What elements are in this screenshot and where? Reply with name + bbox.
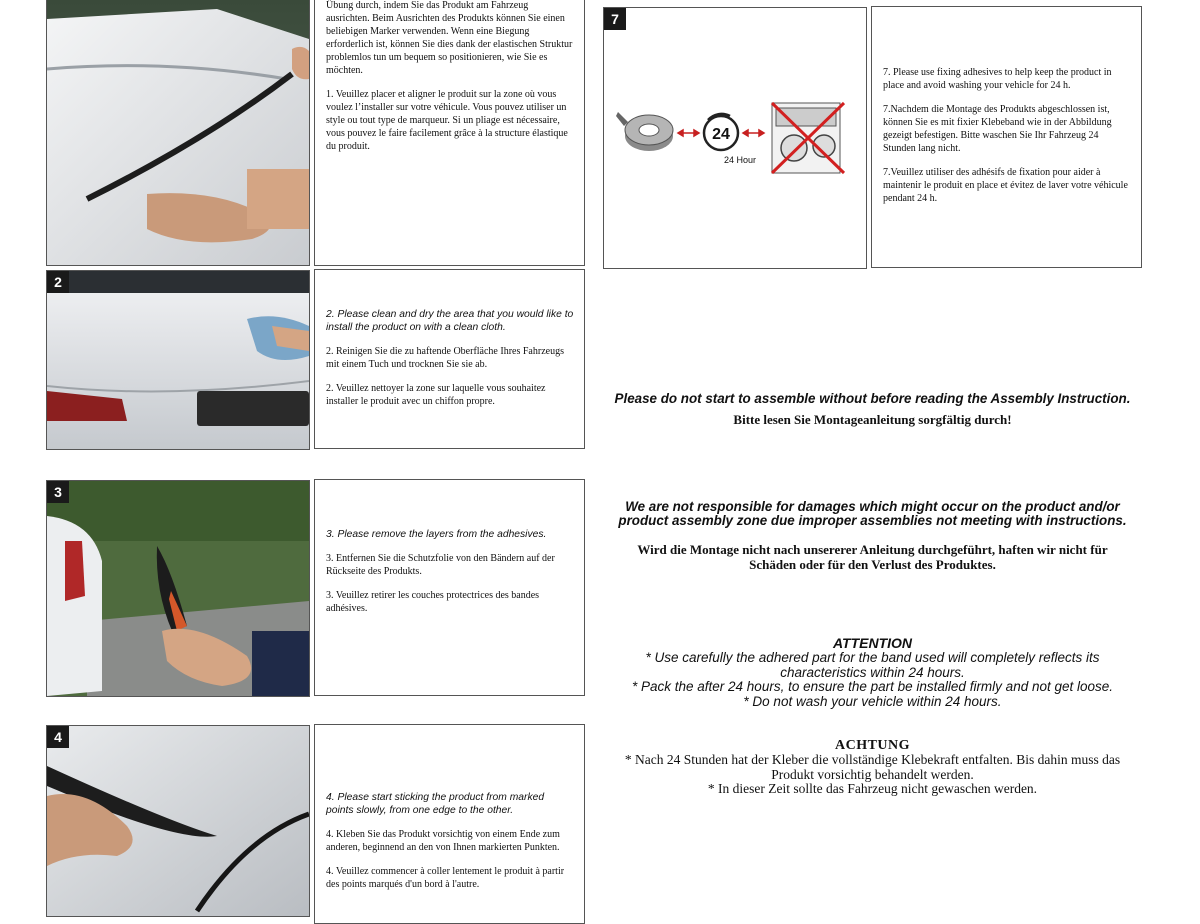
- step-2-en: 2. Please clean and dry the area that you would like to install the product on with a clean cloth.: [326, 309, 574, 333]
- step-7-en: 7. Please use fixing adhesives to help keep the product in place and avoid washing your vehicle for 24 h.: [883, 67, 1112, 91]
- liability-de-1: Wird die Montage nicht nach unsererer Anleitung durchgeführt, haften wir nicht für: [637, 542, 1108, 557]
- svg-text:24 Hour: 24 Hour: [723, 155, 757, 165]
- liability-de-2: Schäden oder für den Verlust des Produktes.: [749, 557, 996, 572]
- liability-en-1: We are not responsible for damages which might occur on the product and/or: [625, 499, 1120, 514]
- step-2-de: 2. Reinigen Sie die zu haftende Oberfläche Ihres Fahrzeugs mit einem Tuch und trocknen Sie sie ab.: [326, 346, 564, 370]
- step-2-badge: 2: [47, 271, 69, 293]
- attention-block: [600, 636, 1145, 709]
- step-2-fr: 2. Veuillez nettoyer la zone sur laquelle vous souhaitez installer le produit avec un chiffon propre.: [326, 383, 546, 407]
- liability-en-2: product assembly zone due improper assemblies not meeting with instructions.: [618, 513, 1127, 528]
- step-3-photo: [46, 480, 310, 697]
- clock-24-icon: [704, 114, 756, 165]
- step-7-badge-outer: 7: [604, 8, 626, 30]
- attention-line-3: * Pack the after 24 hours, to ensure the part be installed firmly and not get loose.: [631, 679, 1114, 694]
- step-4-de: 4. Kleben Sie das Produkt vorsichtig von einem Ende zum anderen, beginnend an den von Ihnen markierten Punkten.: [326, 829, 560, 853]
- arrow-icon-2: [743, 130, 764, 136]
- attention-line-1: * Use carefully the adhered part for the band used will completely reflects its: [645, 650, 1100, 665]
- achtung-line-3: * In dieser Zeit sollte das Fahrzeug nicht gewaschen werden.: [707, 781, 1038, 796]
- step-1-de: Übung durch, indem Sie das Produkt am Fahrzeug ausrichten. Beim Ausrichten des Produkts können Sie einen beliebigen Marker verwenden. Wenn eine Biegung erforderlich ist, können Sie dies dank der elastischen Struktur problemlos tun um bequem so positionieren, wie Sie es möchten.: [326, 0, 573, 76]
- step-2-photo: [46, 270, 310, 450]
- step-7-de: 7.Nachdem die Montage des Produkts abgeschlossen ist, können Sie es mit fixier Klebeband wie in der Abbildung gezeigt befestigen. Bitte waschen Sie Ihr Fahrzeug 24 Stunden lang nicht.: [883, 104, 1112, 154]
- step-4-photo: [46, 725, 310, 917]
- attention-line-2: characteristics within 24 hours.: [780, 664, 965, 680]
- achtung-title: ACHTUNG: [834, 738, 911, 753]
- removing-adhesive-photo: [47, 481, 309, 696]
- no-car-wash-icon: [772, 103, 844, 173]
- svg-text:24: 24: [712, 126, 730, 143]
- step-3-de: 3. Entfernen Sie die Schutzfolie von den Bändern auf der Rückseite des Produkts.: [326, 553, 555, 577]
- car-trunk-photo: [47, 0, 309, 265]
- cleaning-trunk-photo: [47, 271, 309, 449]
- step-4-text: [314, 724, 585, 924]
- step-7-fr: 7.Veuillez utiliser des adhésifs de fixation pour aider à maintenir le produit en place et évitez de laver votre véhicule pendant 24 h.: [883, 167, 1128, 204]
- attention-line-4: * Do not wash your vehicle within 24 hours.: [743, 693, 1002, 709]
- step-3-text: [314, 479, 585, 696]
- step-7-text: [871, 6, 1142, 268]
- step-3-badge: 3: [47, 481, 69, 503]
- read-instructions-en: Please do not start to assemble without before reading the Assembly Instruction.: [614, 391, 1131, 406]
- tape-24h-no-wash-icons: [604, 8, 866, 268]
- step-3-fr: 3. Veuillez retirer les couches protectrices des bandes adhésives.: [326, 590, 540, 614]
- achtung-line-1: * Nach 24 Stunden hat der Kleber die vollständige Klebekraft entfalten. Bis dahin muss das: [624, 752, 1121, 767]
- step-1-fr: 1. Veuillez placer et aligner le produit sur la zone où vous voulez l’installer sur votre véhicule. Vous pouvez utiliser un style ou tout type de marqueur. Si un pliage est nécessaire, vous pouvez le faire facilement grâce à la structure élastique du produit.: [326, 89, 568, 152]
- step-4-en: 4. Please start sticking the product from marked points slowly, from one edge to the other.: [326, 792, 545, 816]
- liability-notice: [600, 499, 1145, 572]
- step-1-text: [314, 0, 585, 266]
- achtung-line-2: Produkt vorsichtig behandelt werden.: [771, 766, 974, 782]
- achtung-block: [600, 738, 1145, 797]
- step-4-fr: 4. Veuillez commencer à coller lentement le produit à partir des points marqués d'un bord à l'autre.: [326, 866, 565, 890]
- step-1-photo: [46, 0, 310, 266]
- attention-title: ATTENTION: [832, 635, 913, 651]
- step-4-badge: 4: [47, 726, 69, 748]
- sticking-spoiler-photo: [47, 726, 309, 916]
- step-2-text: [314, 269, 585, 449]
- tape-roll-icon: [616, 112, 673, 151]
- step-3-en: 3. Please remove the layers from the adhesives.: [326, 529, 547, 540]
- step-7-illustration: [603, 7, 867, 269]
- read-instructions-de: Bitte lesen Sie Montageanleitung sorgfältig durch!: [733, 412, 1012, 427]
- read-instructions-notice: [600, 391, 1145, 427]
- arrow-icon: [678, 130, 699, 136]
